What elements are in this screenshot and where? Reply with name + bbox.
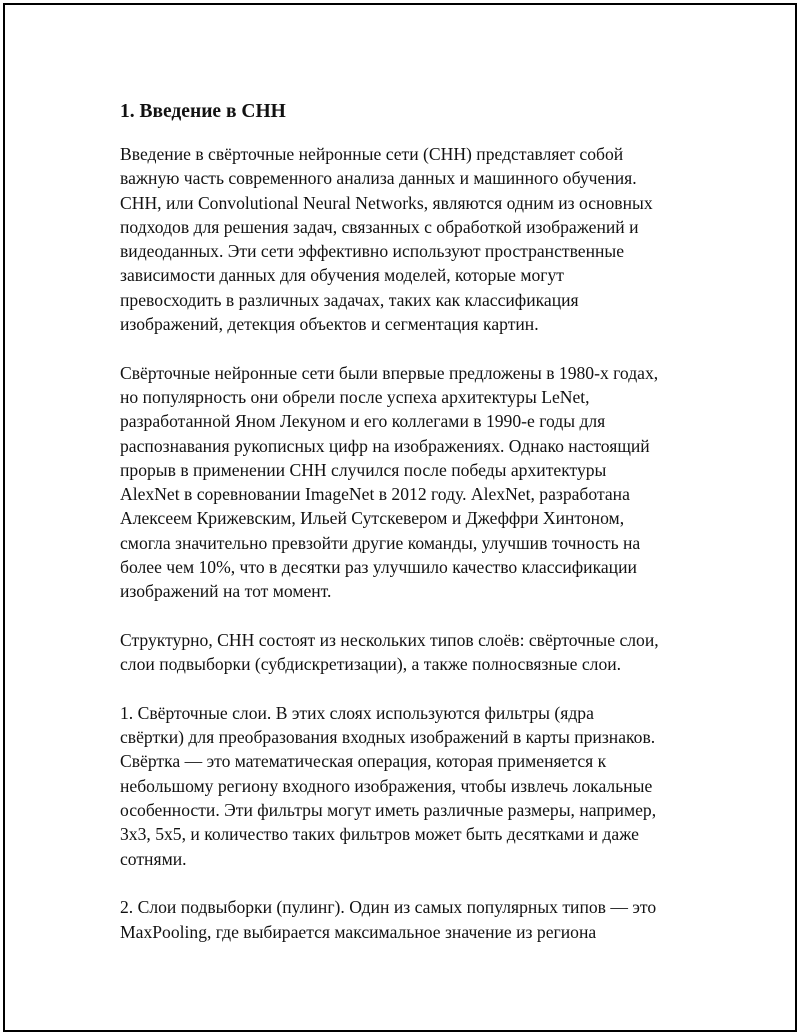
paragraph-pooling-layers: 2. Слои подвыборки (пулинг). Один из самых популярных типов — это MaxPooling, где выбирается максимальное значение из региона bbox=[120, 897, 657, 942]
paragraph-history: Свёрточные нейронные сети были впервые предложены в 1980-х годах, но популярность они обрели после успеха архитектуры LeNet, разработанной Яном Лекуном и его коллегами в 1990-е годы для распознавания рукописных цифр на изображениях. Однако настоящий прорыв в применении СНН случился после победы архитектуры AlexNet в соревновании ImageNet в 2012 году. AlexNet, разработана Алексеем Крижевским, Ильей Сутскевером и Джеффри Хинтоном, смогла значительно превзойти другие команды, улучшив точность на более чем 10%, что в десятки раз улучшило качество классификации изображений на тот момент. bbox=[120, 362, 659, 602]
document-page bbox=[3, 3, 797, 1032]
paragraph-structure: Структурно, СНН состоят из нескольких типов слоёв: свёрточные слои, слои подвыборки (субдискретизации), а также полносвязные слои. bbox=[120, 629, 659, 675]
document-body bbox=[120, 100, 720, 968]
paragraph-conv-layers: 1. Свёрточные слои. В этих слоях используются фильтры (ядра свёртки) для преобразования входных изображений в карты признаков. Свёртка — это математическая операция, которая применяется к небольшому региону входного изображения, чтобы извлечь локальные особенности. Эти фильтры могут иметь различные размеры, например, 3x3, 5x5, и количество таких фильтров может быть десятками и даже сотнями. bbox=[120, 702, 657, 869]
section-heading: 1. Введение в СНН bbox=[120, 101, 286, 122]
paragraph-intro: Введение в свёрточные нейронные сети (СНН) представляет собой важную часть современного анализа данных и машинного обучения. СНН, или Convolutional Neural Networks, являются одним из основных подходов для решения задач, связанных с обработкой изображений и видеоданных. Эти сети эффективно используют пространственные зависимости данных для обучения моделей, которые могут превосходить в различных задачах, таких как классификация изображений, детекция объектов и сегментация картин. bbox=[120, 144, 653, 335]
